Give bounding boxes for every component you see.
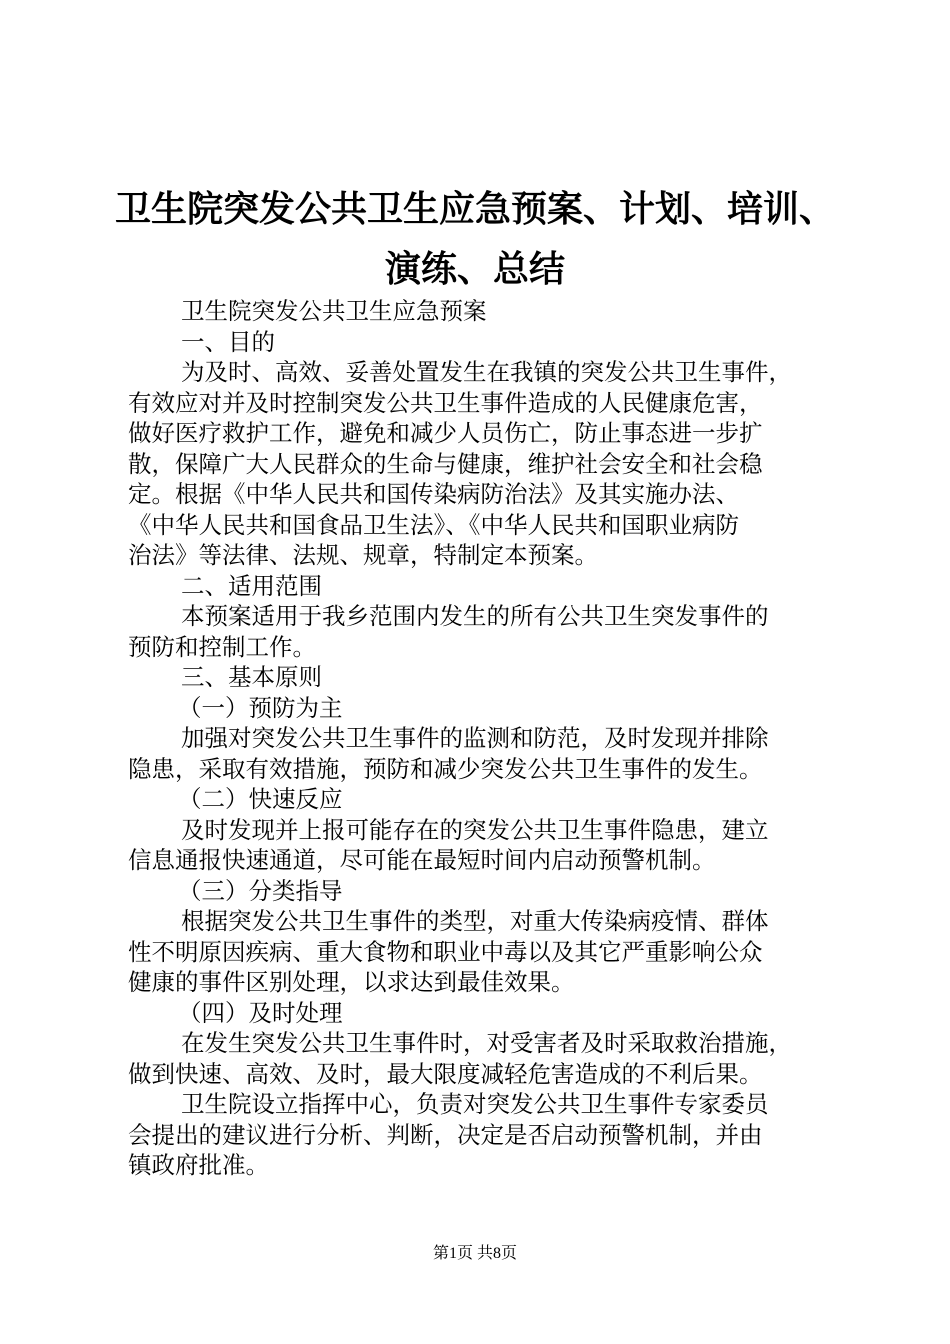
subsection-heading: （一）预防为主 xyxy=(178,693,343,722)
section-heading: 三、基本原则 xyxy=(181,663,322,691)
paragraph-line: 性不明原因疾病、重大食物和职业中毒以及其它严重影响公众 xyxy=(128,937,763,966)
document-title-line-1: 卫生院突发公共卫生应急预案、计划、培训、 xyxy=(114,189,835,230)
paragraph-line: 隐患，采取有效措施，预防和减少突发公共卫生事件的发生。 xyxy=(128,754,763,783)
paragraph-line: 健康的事件区别处理，以求达到最佳效果。 xyxy=(128,968,575,996)
paragraph-line: 《中华人民共和国食品卫生法》、《中华人民共和国职业病防 xyxy=(128,510,739,539)
paragraph-line: 为及时、高效、妥善处置发生在我镇的突发公共卫生事件， xyxy=(181,358,792,386)
paragraph-line: 散，保障广大人民群众的生命与健康，维护社会安全和社会稳 xyxy=(128,449,763,478)
section-heading: 卫生院突发公共卫生应急预案 xyxy=(181,297,487,325)
paragraph-line: 做好医疗救护工作，避免和减少人员伤亡，防止事态进一步扩 xyxy=(128,419,763,447)
paragraph-line: 有效应对并及时控制突发公共卫生事件造成的人民健康危害， xyxy=(128,388,763,417)
paragraph-line: 本预案适用于我乡范围内发生的所有公共卫生突发事件的 xyxy=(181,602,769,630)
paragraph-line: 根据突发公共卫生事件的类型，对重大传染病疫情、群体 xyxy=(181,907,769,935)
paragraph-line: 卫生院设立指挥中心，负责对突发公共卫生事件专家委员 xyxy=(181,1090,769,1118)
paragraph-line: 做到快速、高效、及时，最大限度减轻危害造成的不利后果。 xyxy=(128,1059,763,1088)
paragraph-line: 信息通报快速通道，尽可能在最短时间内启动预警机制。 xyxy=(128,846,716,874)
section-heading: 二、适用范围 xyxy=(181,571,322,600)
subsection-heading: （三）分类指导 xyxy=(178,876,343,905)
paragraph-line: 在发生突发公共卫生事件时，对受害者及时采取救治措施， xyxy=(181,1029,792,1057)
page-footer: 第1页 共8页 xyxy=(432,1245,517,1262)
document-title-line-2: 演练、总结 xyxy=(384,249,565,290)
subsection-heading: （二）快速反应 xyxy=(178,785,343,813)
paragraph-line: 定。根据《中华人民共和国传染病防治法》及其实施办法、 xyxy=(128,480,739,508)
paragraph-line: 及时发现并上报可能存在的突发公共卫生事件隐患，建立 xyxy=(181,815,769,844)
paragraph-line: 预防和控制工作。 xyxy=(128,632,316,661)
paragraph-line: 加强对突发公共卫生事件的监测和防范，及时发现并排除 xyxy=(181,724,769,752)
paragraph-line: 镇政府批准。 xyxy=(128,1151,269,1179)
paragraph-line: 会提出的建议进行分析、判断，决定是否启动预警机制，并由 xyxy=(128,1120,763,1149)
subsection-heading: （四）及时处理 xyxy=(178,998,343,1027)
document-body xyxy=(128,296,828,1181)
paragraph-line: 治法》等法律、法规、规章，特制定本预案。 xyxy=(128,541,598,569)
section-heading: 一、目的 xyxy=(181,327,275,356)
